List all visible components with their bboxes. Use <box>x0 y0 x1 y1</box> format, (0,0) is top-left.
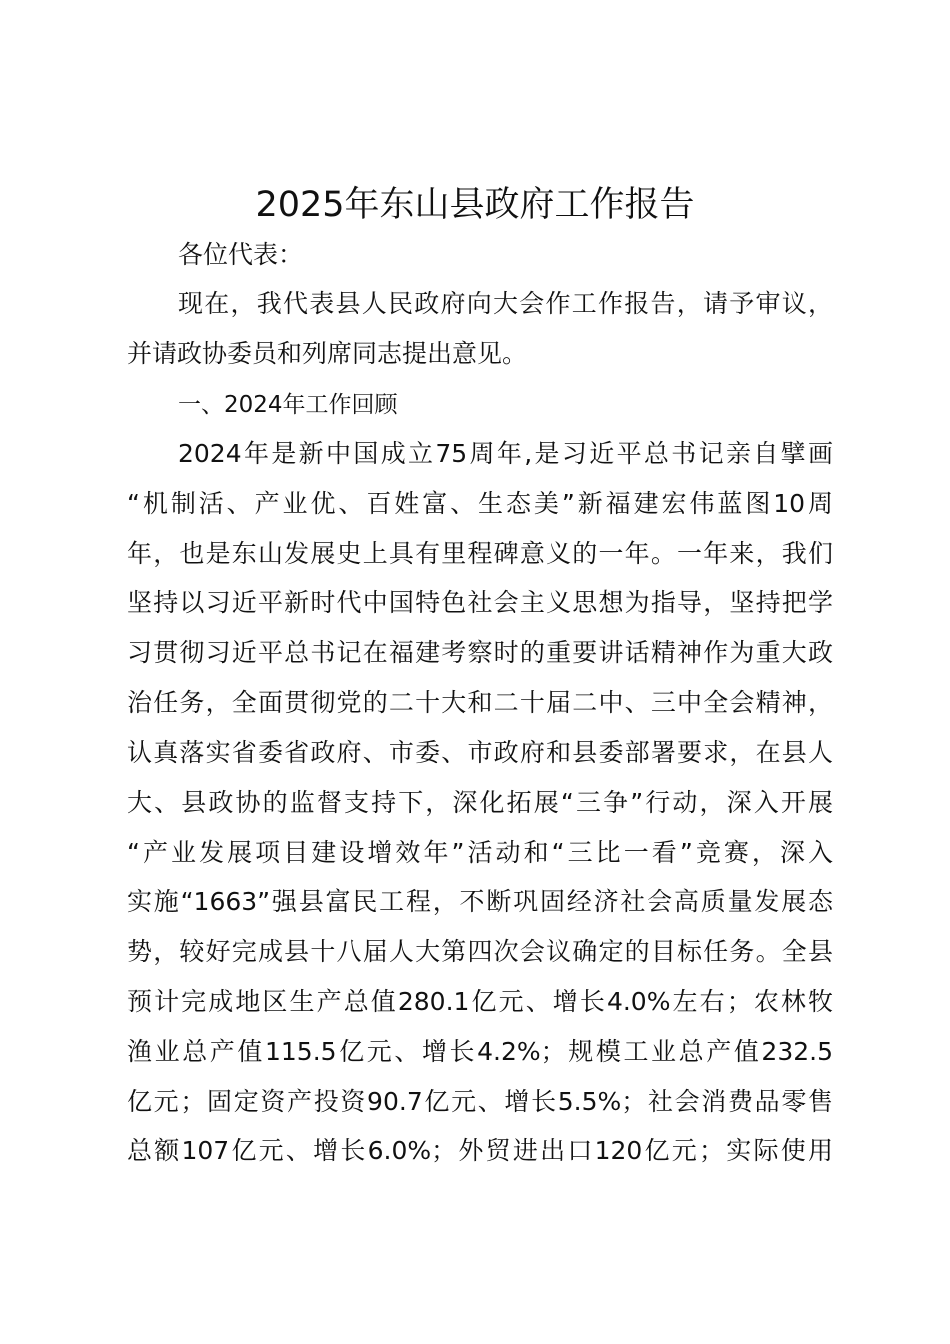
body-line: 2024年是新中国成立75周年,是习近平总书记亲自擘画 <box>178 439 833 468</box>
body-line: 大、县政协的监督支持下，深化拓展“三争”行动，深入开展 <box>127 788 833 817</box>
intro-line: 并请政协委员和列席同志提出意见。 <box>127 339 528 368</box>
body-line: 年，也是东山发展史上具有里程碑意义的一年。一年来，我们 <box>127 539 833 568</box>
body-line: 认真落实省委省政府、市委、市政府和县委部署要求，在县人 <box>127 738 833 767</box>
body-line: 习贯彻习近平总书记在福建考察时的重要讲话精神作为重大政 <box>127 638 833 667</box>
body-line: 总额107亿元、增长6.0%；外贸进出口120亿元；实际使用 <box>127 1136 833 1165</box>
body-line: 渔业总产值115.5亿元、增长4.2%；规模工业总产值232.5 <box>127 1037 833 1066</box>
body-line: 坚持以习近平新时代中国特色社会主义思想为指导，坚持把学 <box>127 588 833 617</box>
body-line: 实施“1663”强县富民工程，不断巩固经济社会高质量发展态 <box>127 887 833 916</box>
section-heading: 一、2024年工作回顾 <box>178 392 398 418</box>
body-line: 势，较好完成县十八届人大第四次会议确定的目标任务。全县 <box>127 937 833 966</box>
body-line: 亿元；固定资产投资90.7亿元、增长5.5%；社会消费品零售 <box>127 1087 833 1116</box>
intro-line: 现在，我代表县人民政府向大会作工作报告，请予审议， <box>178 289 833 318</box>
document-title: 2025年东山县政府工作报告 <box>255 185 695 225</box>
body-line: 治任务，全面贯彻党的二十大和二十届二中、三中全会精神， <box>127 688 833 717</box>
body-line: “机制活、产业优、百姓富、生态美”新福建宏伟蓝图10周 <box>127 489 833 518</box>
body-line: 预计完成地区生产总值280.1亿元、增长4.0%左右；农林牧 <box>127 987 833 1016</box>
salutation: 各位代表： <box>178 240 304 269</box>
body-line: “产业发展项目建设增效年”活动和“三比一看”竞赛，深入 <box>127 838 833 867</box>
